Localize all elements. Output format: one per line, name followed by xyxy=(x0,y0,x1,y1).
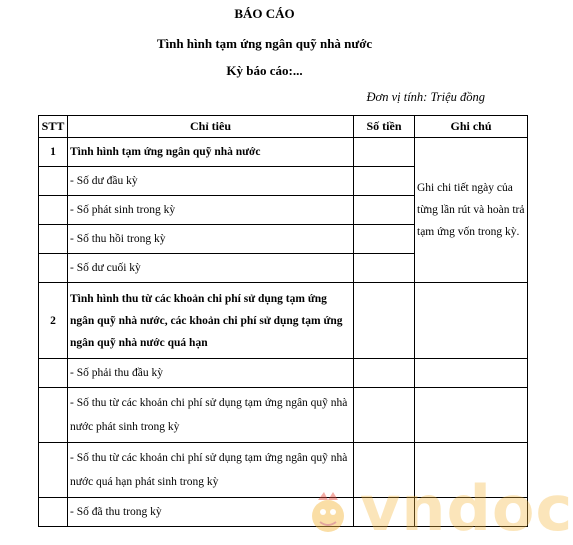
column-header-amount: Số tiền xyxy=(354,116,415,138)
row-stt: 2 xyxy=(39,283,68,359)
stt-cell xyxy=(39,443,68,498)
stt-cell xyxy=(39,498,68,527)
indicator-cell: - Số thu từ các khoản chi phí sử dụng tạm ứng ngân quỹ nhà nước quá hạn phát sinh trong kỳ xyxy=(68,443,354,498)
stt-cell xyxy=(39,196,68,225)
table-header-row xyxy=(39,116,528,138)
note-empty-cell xyxy=(415,359,528,388)
table-row xyxy=(39,388,528,443)
table-row xyxy=(39,283,528,359)
indicator-cell: - Số thu hồi trong kỳ xyxy=(68,225,354,254)
indicator-cell: - Số đã thu trong kỳ xyxy=(68,498,354,527)
indicator-cell: - Số phát sinh trong kỳ xyxy=(68,196,354,225)
report-subtitle: Tình hình tạm ứng ngân quỹ nhà nước xyxy=(156,36,373,51)
report-table xyxy=(38,115,528,527)
indicator-cell: - Số thu từ các khoản chi phí sử dụng tạm ứng ngân quỹ nhà nước phát sinh trong kỳ xyxy=(68,388,354,443)
unit-label: Đơn vị tính: Triệu đồng xyxy=(366,90,485,104)
table-row xyxy=(39,138,528,167)
amount-cell xyxy=(354,196,415,225)
amount-cell xyxy=(354,138,415,167)
row-stt: 1 xyxy=(39,138,68,167)
stt-cell xyxy=(39,359,68,388)
amount-cell xyxy=(354,254,415,283)
report-title: BÁO CÁO xyxy=(234,6,295,21)
column-header-indicator: Chỉ tiêu xyxy=(68,116,354,138)
note-empty-cell xyxy=(415,283,528,359)
indicator-cell: - Số dư cuối kỳ xyxy=(68,254,354,283)
stt-cell xyxy=(39,388,68,443)
amount-cell xyxy=(354,283,415,359)
report-period: Kỳ báo cáo:... xyxy=(226,63,303,78)
indicator-cell: - Số phải thu đầu kỳ xyxy=(68,359,354,388)
column-header-stt: STT xyxy=(39,116,68,138)
table-row xyxy=(39,359,528,388)
section-title: Tình hình thu từ các khoản chi phí sử dụng tạm ứng ngân quỹ nhà nước, các khoản chi phí sử dụng tạm ứng ngân quỹ nhà nước quá hạn xyxy=(68,283,354,359)
stt-cell xyxy=(39,254,68,283)
amount-cell xyxy=(354,359,415,388)
stt-cell xyxy=(39,167,68,196)
note-cell: Ghi chi tiết ngày của từng lần rút và hoàn trả tạm ứng vốn trong kỳ. xyxy=(415,138,528,283)
section-title: Tình hình tạm ứng ngân quỹ nhà nước xyxy=(68,138,354,167)
amount-cell xyxy=(354,388,415,443)
amount-cell xyxy=(354,167,415,196)
amount-cell xyxy=(354,225,415,254)
note-empty-cell xyxy=(415,388,528,443)
watermark-text: vndoc xyxy=(360,472,573,545)
column-header-note: Ghi chú xyxy=(415,116,528,138)
indicator-cell: - Số dư đầu kỳ xyxy=(68,167,354,196)
stt-cell xyxy=(39,225,68,254)
